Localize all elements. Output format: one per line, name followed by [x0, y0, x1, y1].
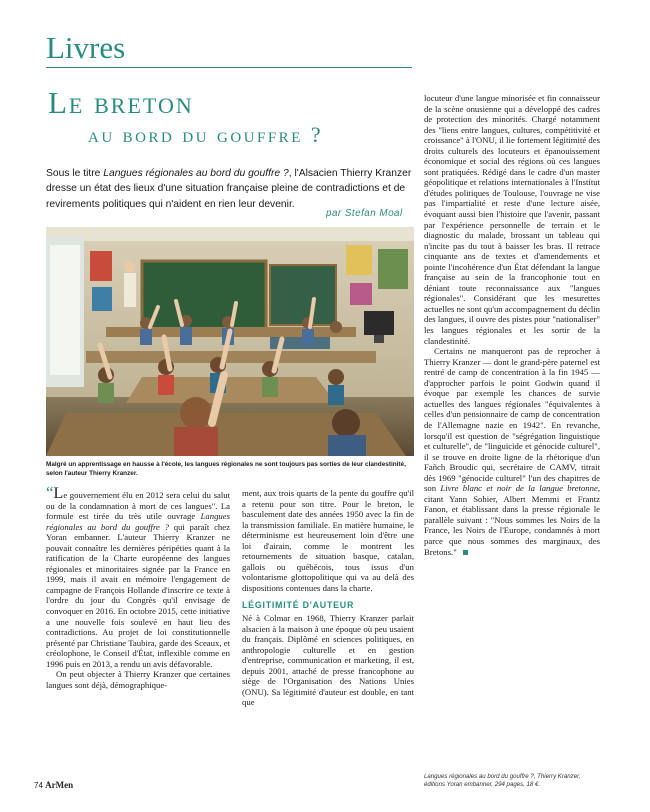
- classroom-illustration: [46, 227, 414, 456]
- paragraph: Certains ne manqueront pas de reprocher à Thierry Kranzer — dont le grand-père paternel est rentré de camp de concentration à la fin 1945 — d'approcher parfois le point Godwin quand il évoque par exemple les chances de survie actuelles des langues régionales "équivalentes à celles d'un pensionnaire de camp de concentration de l'Allemagne nazie en 1942". En revanche, lorsqu'il est question de "ségrégation linguistique et culturelle", de "linguicide et génocide culturel", il se trouve en droite ligne de la rhétorique d'un Fañch Broudic qui, secrétaire de CAMV, titrait dès 1969 "génocide culturel" l'un des chapitres de son Livre blanc et noir de la langue bretonne, citant Yann Sohier, Albert Memmi et Frantz Fanon, et établissant dans la presse régionale le parallèle suivant : "Nous sommes les Noirs de la France, les Noirs de l'Europe, condamnés à mort parce que nous sommes des marginaux, des Bretons.": [424, 346, 600, 557]
- body-column-3: [424, 93, 600, 557]
- paragraph: locuteur d'une langue minorisée et fin connaisseur de la scène onusienne qui a développé des cadres de protection des minorités. Chargé notamment des "liens entre langues, cultures, compétitivité et croissance" à l'ONU, il lie fortement légitimité des droits culturels des locuteurs et épanouissement économique et social des régions où ces langues sont pratiquées. Rédigé dans le cadre d'un master géopolitique et relations internationales à l'Institut d'études politiques de Toulouse, l'ouvrage ne vise pas l'impartialité et reste d'une lecture aisée, évoquant aussi bien l'histoire que l'avenir, passant par l'expérience personnelle de terrain et le diagnostic du malade, brossant un tableau qui n'incite pas du tout à baisser les bras. Il retrace cinquante ans de textes et d'amendements et pointe l'incohérence d'un État défendant la langue française au sein de la francophonie tout en déniant toute reconnaissance aux "langues régionales". Considérant que les mesurettes actuelles ne sont qu'un accompagnement du déclin des langues, il ouvre des pistes pour "nationaliser" les langues régionales et les sortir de la clandestinité.: [424, 93, 600, 346]
- headline-line1: Le breton: [48, 85, 194, 120]
- classroom-photo: [46, 227, 414, 456]
- headline-line2: au bord du gouffre ?: [88, 122, 324, 147]
- subheading: LÉGITIMITÉ D'AUTEUR: [242, 600, 355, 611]
- section-rule: [46, 67, 412, 68]
- byline: par Stefan Moal: [326, 208, 403, 219]
- body-column-1: [46, 483, 230, 690]
- book-title-italic: Langues régionales au bord du gouffre ?: [46, 511, 230, 532]
- magazine-name: ArMen: [45, 780, 74, 790]
- intro-paragraph: Sous le titre Langues régionales au bord du gouffre ?, l'Alsacien Thierry Kranzer dresse un état des lieux d'une situation française pleine de contradictions et de revirements politiques qui n'aident en rien leur devenir.: [46, 168, 412, 210]
- section-title: Livres: [46, 30, 126, 65]
- intro-book-title: Langues régionales au bord du gouffre ?: [103, 168, 289, 179]
- paragraph: “Le gouvernement élu en 2012 sera celui du salut ou de la condamnation à mort de ces langues". La formule est tirée du très utile ouvrage Langues régionales au bord du gouffre ? qui paraît chez Yoran embanner. L'auteur Thierry Kranzer ne pouvait connaître les dernières péripéties quant à la ratification de la Charte européenne des langues régionales et minoritaires signée par la France en 1999, mais il avait en mémoire l'engagement de campagne de François Hollande d'inscrire ce texte à l'ordre du jour du Congrès qu'il envisage de convoquer en 2016. En octobre 2015, cette initiative a une nouvelle fois soulevé en haut lieu des contradictions. Au projet de loi constitutionnelle présenté par Christiane Taubira, garde des Sceaux, et créolophone, le Conseil d'État, inflexible comme en 1996 puis en 2013, a rendu un avis défavorable.: [46, 483, 230, 669]
- paragraph: ment, aux trois quarts de la pente du gouffre qu'il a retenu pour son titre. Pour le breton, le basculement date des années 1950 avec la fin de la transmission familiale. En matière humaine, le déterminisme est heureusement loin d'être une loi d'airain, comme le montrent les retournements de situation basque, catalan, gallois ou québécois, tous issus d'un volontarisme glottopolitique qui va au delà des dispositions contenues dans la charte.: [242, 488, 414, 593]
- opening-quote-mark: “: [46, 483, 54, 502]
- photo-caption: Malgré un apprentissage en hausse à l'école, les langues régionales ne sont toujours pas sorties de leur clandestinité, selon l'auteur Thierry Kranzer.: [46, 461, 406, 478]
- page-number: 74: [34, 781, 43, 790]
- paragraph: On peut objecter à Thierry Kranzer que certaines langues sont déjà, démographique-: [46, 669, 230, 690]
- paragraph: Né à Colmar en 1968, Thierry Kranzer parlait alsacien à la maison à une époque où peu usaient du français. Diplômé en sciences politiques, en anthropologie culturelle et en gestion d'entreprise, communication et marketing, il est, depuis 2001, attaché de presse francophone au siège de l'Organisation des Nations Unies (ONU). Sa légitimité d'auteur est double, en tant que: [242, 613, 414, 708]
- folio: [34, 780, 73, 790]
- footnote: Langues régionales au bord du gouffre ?, Thierry Kranzer, éditions Yoran embanner, 294 pages, 18 €.: [424, 773, 581, 789]
- body-column-2: [242, 488, 414, 708]
- drop-cap: L: [53, 485, 64, 502]
- book-title-italic: Livre blanc et noir de la langue bretonne: [440, 483, 598, 494]
- end-mark-icon: [463, 550, 468, 555]
